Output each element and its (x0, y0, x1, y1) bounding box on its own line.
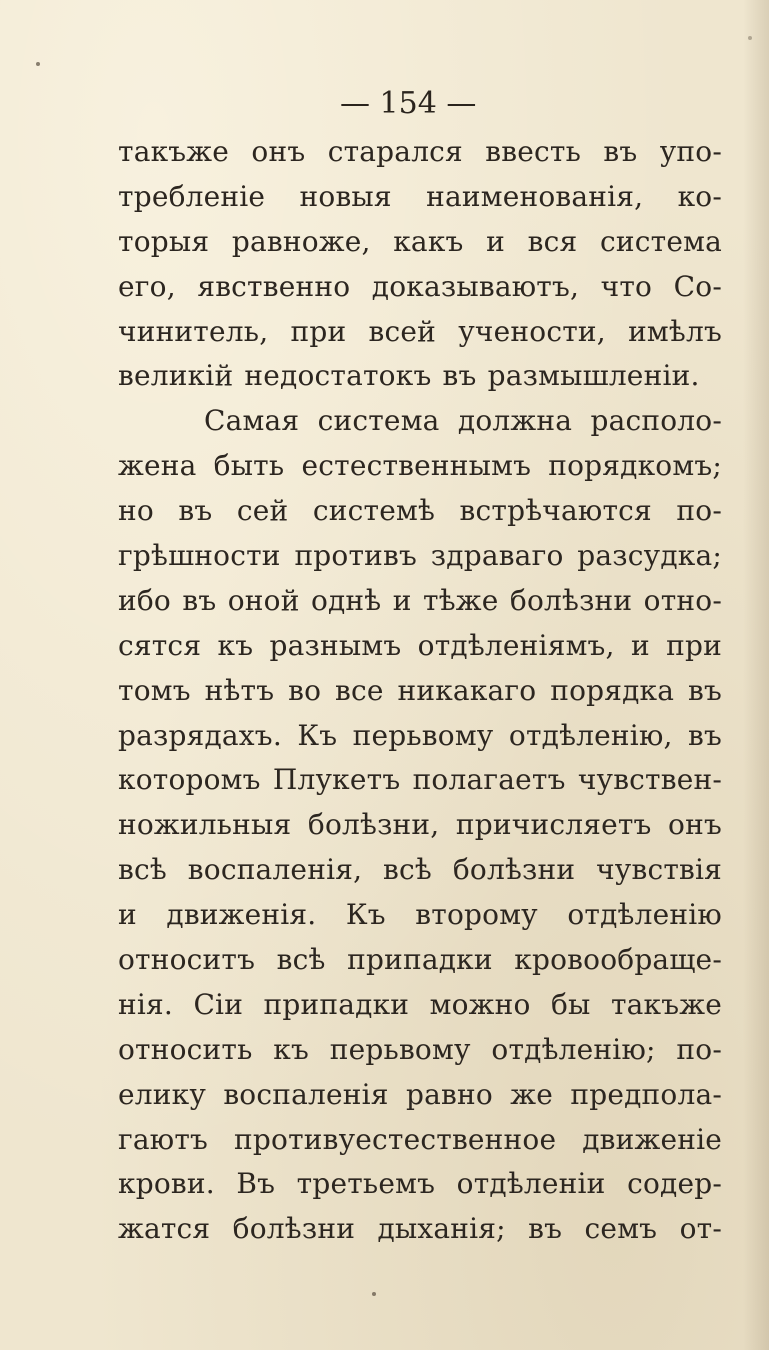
text-line: и движенія. Къ второму отдѣленію (118, 898, 722, 932)
paper-speck (36, 62, 40, 66)
text-line: такъже онъ старался ввесть въ упо- (118, 135, 722, 168)
text-line: жатся болѣзни дыханія; въ семъ от- (118, 1212, 722, 1246)
paper-speck (748, 36, 752, 40)
text-line: ножильныя болѣзни, причисляетъ онъ (118, 808, 722, 842)
text-line: торыя равноже, какъ и вся система (118, 224, 722, 258)
text-line: сятся къ разнымъ отдѣленіямъ, и при (118, 628, 722, 662)
text-line: жена быть естественнымъ порядкомъ; (118, 449, 722, 483)
text-line: его, явственно доказываютъ, что Со- (118, 269, 722, 303)
text-line: крови. Въ третьемъ отдѣленіи содер- (118, 1167, 722, 1201)
text-line: ибо въ оной однѣ и тѣже болѣзни отно- (118, 583, 722, 617)
text-line: гаютъ противуестественное движеніе (118, 1122, 722, 1156)
text-line: требленіе новыя наименованія, ко- (118, 179, 722, 213)
text-line: относить къ перьвому отдѣленію; по- (118, 1032, 722, 1066)
text-line: которомъ Плукетъ полагаетъ чувствен- (118, 763, 722, 797)
text-line: нія. Сіи припадки можно бы такъже (118, 987, 722, 1021)
text-line: разрядахъ. Къ перьвому отдѣленію, въ (118, 718, 722, 752)
paper-speck (372, 1292, 376, 1296)
text-line: томъ нѣтъ во все никакаго порядка въ (118, 673, 722, 707)
page-number: — 154 — (340, 86, 477, 121)
text-line: великій недостатокъ въ размышленіи. (118, 359, 700, 393)
paragraph-start-line: Самая система должна располо- (204, 404, 722, 438)
text-line: всѣ воспаленія, всѣ болѣзни чувствія (118, 853, 722, 887)
body-text (118, 130, 722, 1252)
text-line: грѣшности противъ здраваго разсудка; (118, 539, 722, 573)
text-line: елику воспаленія равно же предпола- (118, 1077, 722, 1111)
binding-shadow (743, 0, 769, 1350)
text-line: но въ сей системѣ встрѣчаются по- (118, 494, 722, 528)
text-line: относитъ всѣ припадки кровообраще- (118, 943, 722, 977)
text-line: чинитель, при всей учености, имѣлъ (118, 314, 722, 348)
